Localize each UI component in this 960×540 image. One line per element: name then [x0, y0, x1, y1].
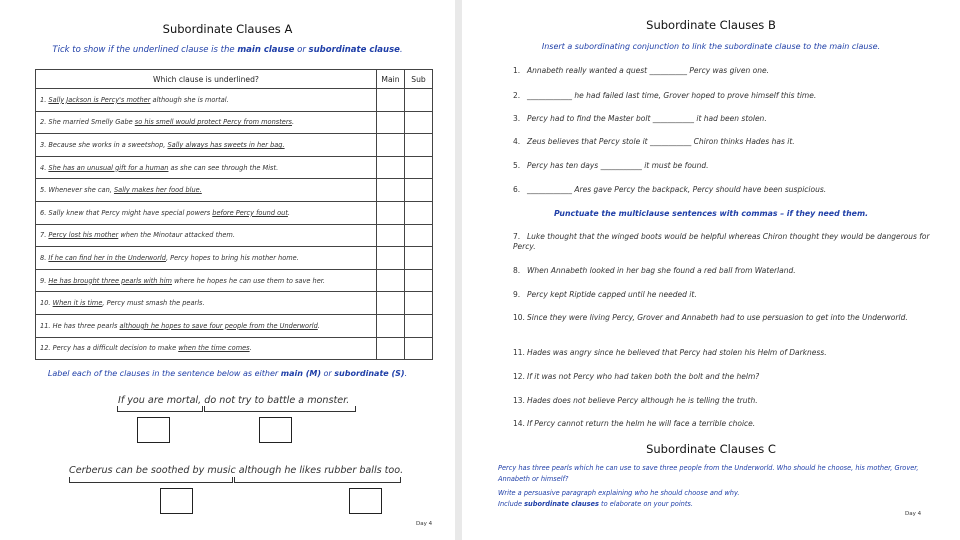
table-row [36, 111, 433, 134]
table-row [36, 89, 433, 112]
item-number: 5. [513, 161, 521, 170]
clause-text: when the Minotaur attacked them. [118, 231, 235, 240]
list-item [513, 313, 933, 323]
list-item [513, 419, 933, 429]
answer-box[interactable] [349, 488, 382, 514]
table-row [36, 269, 433, 292]
clause-text: Percy has a difficult decision to make [52, 344, 179, 353]
sub-tick-box[interactable] [405, 156, 433, 179]
underlined-clause: Sally Jackson is Percy's mother [48, 95, 151, 104]
main-tick-box[interactable] [377, 314, 405, 337]
clause-text: . [287, 208, 291, 217]
sub-tick-box[interactable] [405, 89, 433, 112]
table-row [36, 179, 433, 202]
answer-box[interactable] [137, 417, 170, 443]
list-item [513, 161, 933, 171]
item-number: 1. [513, 66, 521, 75]
main-tick-box[interactable] [377, 292, 405, 315]
page-a-footer: Day 4 [416, 521, 433, 527]
clause-sentence [36, 269, 377, 292]
clause-sentence [36, 179, 377, 202]
list-item [513, 372, 933, 382]
item-text: Luke thought that the winged boots would be helpful whereas Chiron thought they would be dangerous for Percy. [513, 232, 930, 251]
item-text: Percy had to find the Master bolt ___________ it had been stolen. [527, 114, 767, 123]
row-number: 10. [40, 299, 51, 308]
clause-text: She married Smelly Gabe [48, 118, 135, 127]
item-number: 9. [513, 290, 521, 299]
item-text: Percy kept Riptide capped until he needed it. [527, 290, 697, 299]
clause-sentence [36, 337, 377, 360]
item-number: 4. [513, 137, 521, 146]
item-text: If Percy cannot return the helm he will face a terrible choice. [527, 419, 756, 428]
clause-sentence [36, 156, 377, 179]
list-item [513, 91, 933, 101]
row-number: 2. [40, 118, 47, 127]
item-number: 11. [513, 348, 525, 357]
clause-sentence [36, 89, 377, 112]
main-tick-box[interactable] [377, 134, 405, 157]
item-text: If it was not Percy who had taken both the bolt and the helm? [527, 372, 760, 381]
clause-text: Because she works in a sweetshop, [48, 140, 168, 149]
item-text: Hades does not believe Percy although he is telling the truth. [527, 396, 758, 405]
clause-text: . [317, 321, 320, 330]
item-number: 3. [513, 114, 521, 123]
punctuate-instruction: Punctuate the multiclause sentences with commas – if they need them. [553, 209, 869, 218]
list-item [513, 348, 933, 358]
underlined-clause: He has brought three pearls with him [48, 276, 172, 285]
underlined-clause: although he hopes to save four people from the Underworld [119, 321, 318, 330]
underlined-clause: Sally makes her food blue. [113, 186, 202, 195]
answer-box[interactable] [259, 417, 292, 443]
clause-sentence [36, 224, 377, 247]
row-number: 5. [40, 186, 47, 195]
table-row [36, 337, 433, 360]
row-number: 8. [40, 253, 47, 262]
section-c-task: Write a persuasive paragraph explaining who he should choose and why. [498, 489, 740, 497]
item-number: 13. [513, 396, 525, 405]
row-number: 1. [40, 95, 47, 104]
table-row [36, 134, 433, 157]
clause-text: , Percy hopes to bring his mother home. [165, 253, 299, 262]
item-number: 2. [513, 91, 521, 100]
clause-bracket [204, 406, 356, 412]
sub-tick-box[interactable] [405, 314, 433, 337]
clause-text: as she can see through the Mist. [168, 163, 279, 172]
sub-tick-box[interactable] [405, 247, 433, 270]
sub-tick-box[interactable] [405, 201, 433, 224]
item-text: Hades was angry since he believed that Percy had stolen his Helm of Darkness. [527, 348, 827, 357]
underlined-clause: Sally always has sweets in her bag. [167, 140, 285, 149]
main-tick-box[interactable] [377, 201, 405, 224]
clause-text: although she is mortal. [150, 95, 229, 104]
item-text: Since they were living Percy, Grover and Annabeth had to use persuasion to get into the Underworld. [527, 313, 908, 322]
clause-text: Sally knew that Percy might have special powers [48, 208, 213, 217]
underlined-clause: She has an unusual gift for a human [48, 163, 169, 172]
page-b-title: Subordinate Clauses B [646, 18, 776, 32]
list-item [513, 137, 933, 147]
clause-text: . [249, 344, 252, 353]
row-number: 9. [40, 276, 47, 285]
item-number: 6. [513, 185, 521, 194]
header-sub: Sub [405, 70, 433, 89]
table-row [36, 156, 433, 179]
underlined-clause: before Percy found out [212, 208, 288, 217]
list-item [513, 266, 933, 276]
sub-tick-box[interactable] [405, 111, 433, 134]
item-text: When Annabeth looked in her bag she found a red ball from Waterland. [527, 266, 796, 275]
list-item [513, 114, 933, 124]
row-number: 4. [40, 163, 47, 172]
row-number: 3. [40, 140, 47, 149]
page-a-title: Subordinate Clauses A [162, 22, 293, 36]
item-text: Annabeth really wanted a quest __________ Percy was given one. [527, 66, 769, 75]
sub-tick-box[interactable] [405, 134, 433, 157]
page-b-instruction: Insert a subordinating conjunction to link the subordinate clause to the main clause. [541, 42, 881, 51]
item-text: Zeus believes that Percy stole it ___________ Chiron thinks Hades has it. [527, 137, 795, 146]
worksheet-page-a [0, 0, 455, 540]
section-c-include: Include subordinate clauses to elaborate on your points. [498, 500, 693, 508]
clause-table [35, 69, 433, 360]
table-header-row [36, 70, 433, 89]
table-row [36, 314, 433, 337]
underlined-clause: If he can find her in the Underworld [48, 253, 166, 262]
sub-tick-box[interactable] [405, 292, 433, 315]
section-c-prompt: Percy has three pearls which he can use to save three people from the Underworld. Who should he choose, his mother, Grover, Annabeth or himself? [498, 464, 919, 483]
page-a-instruction: Tick to show if the underlined clause is the main clause or subordinate clause. [52, 45, 403, 55]
clause-text: , Percy must smash the pearls. [102, 299, 205, 308]
clause-text: where he hopes he can use them to save her. [171, 276, 325, 285]
list-item [513, 290, 933, 300]
main-tick-box[interactable] [377, 247, 405, 270]
list-item [513, 232, 933, 252]
list-item [513, 396, 933, 406]
clause-bracket [117, 406, 203, 412]
item-text: Percy has ten days ___________ it must be found. [527, 161, 709, 170]
item-number: 10. [513, 313, 525, 322]
main-tick-box[interactable] [377, 269, 405, 292]
underlined-clause: Percy lost his mother [48, 231, 119, 240]
main-tick-box[interactable] [377, 111, 405, 134]
clause-sentence [36, 134, 377, 157]
table-row [36, 201, 433, 224]
sub-tick-box[interactable] [405, 269, 433, 292]
clause-text: . [292, 118, 295, 127]
label-sentence-2: Cerberus can be soothed by music although he likes rubber balls too. [69, 465, 404, 476]
clause-text: He has three pearls [52, 321, 120, 330]
row-number: 11. [40, 321, 51, 330]
main-tick-box[interactable] [377, 337, 405, 360]
row-number: 12. [40, 344, 51, 353]
worksheet-page-b [462, 0, 960, 540]
sub-tick-box[interactable] [405, 179, 433, 202]
sub-tick-box[interactable] [405, 337, 433, 360]
item-text: ____________ Ares gave Percy the backpack, Percy should have been suspicious. [527, 185, 827, 194]
page-divider [455, 0, 462, 540]
sub-tick-box[interactable] [405, 224, 433, 247]
label-instruction: Label each of the clauses in the sentence below as either main (M) or subordinate (S). [47, 369, 408, 378]
clause-sentence [36, 247, 377, 270]
clause-sentence [36, 111, 377, 134]
item-number: 12. [513, 372, 525, 381]
clause-bracket [69, 477, 233, 483]
clause-sentence [36, 201, 377, 224]
item-text: ____________ he had failed last time, Grover hoped to prove himself this time. [527, 91, 817, 100]
underlined-clause: so his smell would protect Percy from monsters [134, 118, 292, 127]
item-number: 14. [513, 419, 525, 428]
clause-bracket [234, 477, 401, 483]
item-number: 8. [513, 266, 521, 275]
header-question: Which clause is underlined? [36, 70, 377, 89]
list-item [513, 66, 933, 76]
list-item [513, 185, 933, 195]
page-b-footer: Day 4 [905, 511, 922, 517]
main-tick-box[interactable] [377, 179, 405, 202]
item-number: 7. [513, 232, 521, 241]
table-row [36, 224, 433, 247]
table-row [36, 292, 433, 315]
answer-box[interactable] [160, 488, 193, 514]
label-sentence-1: If you are mortal, do not try to battle a monster. [118, 395, 350, 406]
section-c-title: Subordinate Clauses C [646, 442, 776, 456]
main-tick-box[interactable] [377, 89, 405, 112]
row-number: 7. [40, 231, 47, 240]
underlined-clause: When it is time [52, 299, 103, 308]
table-row [36, 247, 433, 270]
clause-text: Whenever she can, [48, 186, 114, 195]
clause-sentence [36, 314, 377, 337]
clause-sentence [36, 292, 377, 315]
header-main: Main [377, 70, 405, 89]
underlined-clause: when the time comes [178, 344, 250, 353]
main-tick-box[interactable] [377, 156, 405, 179]
main-tick-box[interactable] [377, 224, 405, 247]
row-number: 6. [40, 208, 47, 217]
